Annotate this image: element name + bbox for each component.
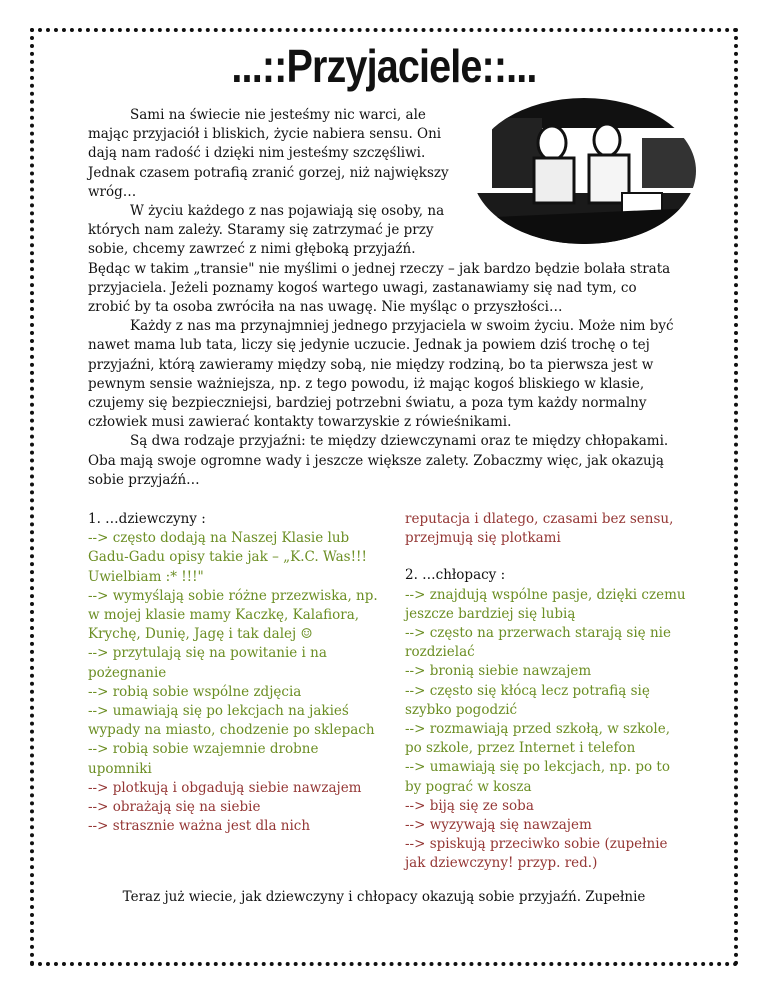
list-item: --> wyzywają się nawzajem [405, 817, 592, 834]
list-item: --> robią sobie wzajemnie drobne upomniki [88, 741, 319, 777]
intro-paragraph: Będąc w takim „transie" nie myślimi o jednej rzeczy – jak bardzo będzie bolała strata przyjaciela. Jeżeli poznamy kogoś wartego uwagi, zastanawiamy się nad tym, co zrobić by ta osoba zwróciła na nas uwagę. Nie myśląc o przyszłości… [88, 260, 671, 316]
boys-heading: 2. …chłopacy : [405, 567, 506, 584]
list-item: --> umawiają się po lekcjach, np. po to by pograć w kosza [405, 759, 670, 795]
list-item: --> często na przerwach starają się nie rozdzielać [405, 625, 671, 661]
page-title: ...::Przyjaciele::... [231, 40, 537, 92]
list-item: --> biją się ze soba [405, 797, 534, 814]
intro-paragraph: W życiu każdego z nas pojawiają się osoby, na których nam zależy. Staramy się zatrzymać je przy sobie, chcemy zawrzeć z nimi głęboką przyjaźń. [88, 203, 445, 258]
list-item: --> przytulają się na powitanie i na pożegnanie [88, 645, 327, 681]
list-item: --> plotkują i obgadują siebie nawzajem [88, 779, 362, 796]
footer-text: Teraz już wiecie, jak dziewczyny i chłopacy okazują sobie przyjaźń. Zupełnie [122, 889, 646, 905]
intro-text [88, 106, 680, 490]
girls-heading: 1. …dziewczyny : [88, 511, 206, 527]
list-item: --> robią sobie wspólne zdjęcia [88, 683, 302, 700]
list-item: --> znajdują wspólne pasje, dzięki czemu jeszcze bardziej się lubią [405, 586, 686, 622]
intro-paragraph: Są dwa rodzaje przyjaźni: te między dziewczynami oraz te między chłopakami. Oba mają swoje ogromne wady i jeszcze większe zalety. Zobaczmy więc, jak okazują sobie przyjaźń… [88, 433, 669, 488]
list-item: --> wymyślają sobie różne przezwiska, np. w mojej klasie mamy Kaczkę, Kalafiora, Krychę, Dunię, Jagę i tak dalej ☺ [88, 587, 378, 643]
list-item: --> umawiają się po lekcjach na jakieś wypady na miasto, chodzenie po sklepach [88, 703, 375, 739]
girls-column [88, 510, 380, 836]
intro-paragraph: Każdy z nas ma przynajmniej jednego przyjaciela w swoim życiu. Może nim być nawet mama lub tata, liczy się jedynie uczucie. Jednak ja powiem dziś trochę o tej przyjaźni, którą zawieramy między sobą, nie między rodziną, bo ta pierwsza jest w pewnym sensie ważniejsza, np. z tego powodu, iż mając kogoś bliskiego w klasie, czujemy się bezpieczniejsi, bardziej potrzebni światu, a poza tym każdy normalny człowiek musi zawierać kontakty towarzyskie z rówieśnikami. [88, 318, 674, 431]
list-item: --> często się kłócą lecz potrafią się szybko pogodzić [405, 682, 650, 718]
list-item: --> obrażają się na siebie [88, 799, 261, 816]
boys-column [405, 510, 690, 874]
list-item: --> spiskują przeciwko sobie (zupełnie jak dziewczyny! przyp. red.) [405, 836, 668, 872]
list-item: --> strasznie ważna jest dla nich [88, 818, 311, 835]
list-item: --> rozmawiają przed szkołą, w szkole, po szkole, przez Internet i telefon [405, 721, 670, 757]
column-gap [405, 548, 690, 566]
intro-paragraph: Sami na świecie nie jesteśmy nic warci, ale mając przyjaciół i bliskich, życie nabiera sensu. Oni dają nam radość i dzięki nim jesteśmy szczęśliwi. Jednak czasem potrafią zranić gorzej, niż największy wróg… [88, 107, 449, 200]
list-item: --> często dodają na Naszej Klasie lub Gadu-Gadu opisy takie jak – „K.C. Was!!! Uwielbiam :* !!!" [88, 530, 367, 585]
list-item-continuation: reputacja i dlatego, czasami bez sensu, przejmują się plotkami [405, 511, 674, 547]
list-item: --> bronią siebie nawzajem [405, 663, 592, 680]
